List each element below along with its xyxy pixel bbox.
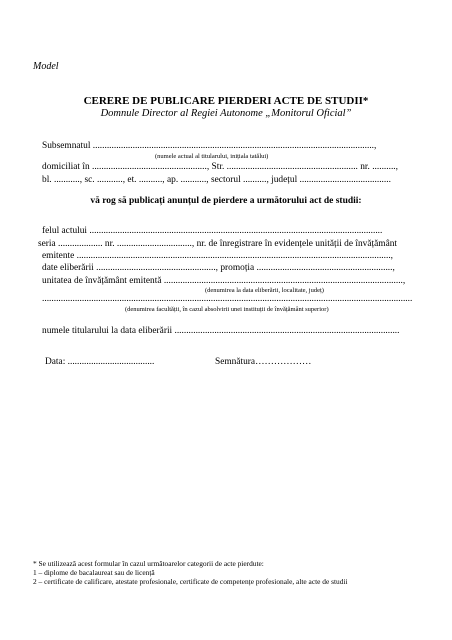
issuing-institution-line: unitatea de învățământ emitentă ......................................................................................................, [42,276,406,286]
request-statement: vă rog să publicați anunțul de pierdere a următorului act de studii: [90,196,362,206]
address-details-line: bl. ..........., sc. ..........., et. .........., ap. ..........., sectorul .........., județul ....................................... [42,175,391,185]
model-label: Model [33,61,59,72]
series-number-line: seria ................... nr. ................................, nr. de înregistrare în evidențele unității de învățământ [38,239,398,249]
address-line: domiciliat în ................................................., Str. ........................................................ nr. .........., [42,162,398,172]
document-title: CERERE DE PUBLICARE PIERDERI ACTE DE STUDII* [83,95,369,107]
document-type-line: felul actului ............................................................................................................................. [42,226,383,236]
issuing-institution-note: (denumirea la data eliberării, localitate, județ) [205,287,324,294]
applicant-name-note: (numele actual al titularului, inițiala tatălui) [155,153,269,160]
footnote-intro: * Se utilizează acest formular în cazul următoarelor categorii de acte pierdute: [33,559,264,568]
footnote-item-1: 1 – diplome de bacalaureat sau de licență [33,568,155,577]
issuer-line: emitente ......................................................................................................................................, [42,251,394,261]
document-subtitle: Domnule Director al Regiei Autonome „Monitorul Oficial” [100,108,352,119]
issue-date-line: date eliberării ..................................................., promoția .........................................................., [42,263,395,273]
holder-name-line: numele titularului la data eliberării ................................................................................................ [42,326,400,336]
date-field: Data: ..................................... [45,357,155,367]
faculty-line: .............................................................................................................................................................. [42,294,413,304]
faculty-note: (denumirea facultății, în cazul absolvirii unei instituții de învățământ superior) [125,306,329,313]
footnote-item-2: 2 – certificate de calificare, atestate profesionale, certificate de competențe profesionale, alte acte de studii [33,577,348,586]
signature-field: Semnătura……………… [215,357,312,367]
applicant-name-line: Subsemnatul ........................................................................................................................, [42,141,377,151]
